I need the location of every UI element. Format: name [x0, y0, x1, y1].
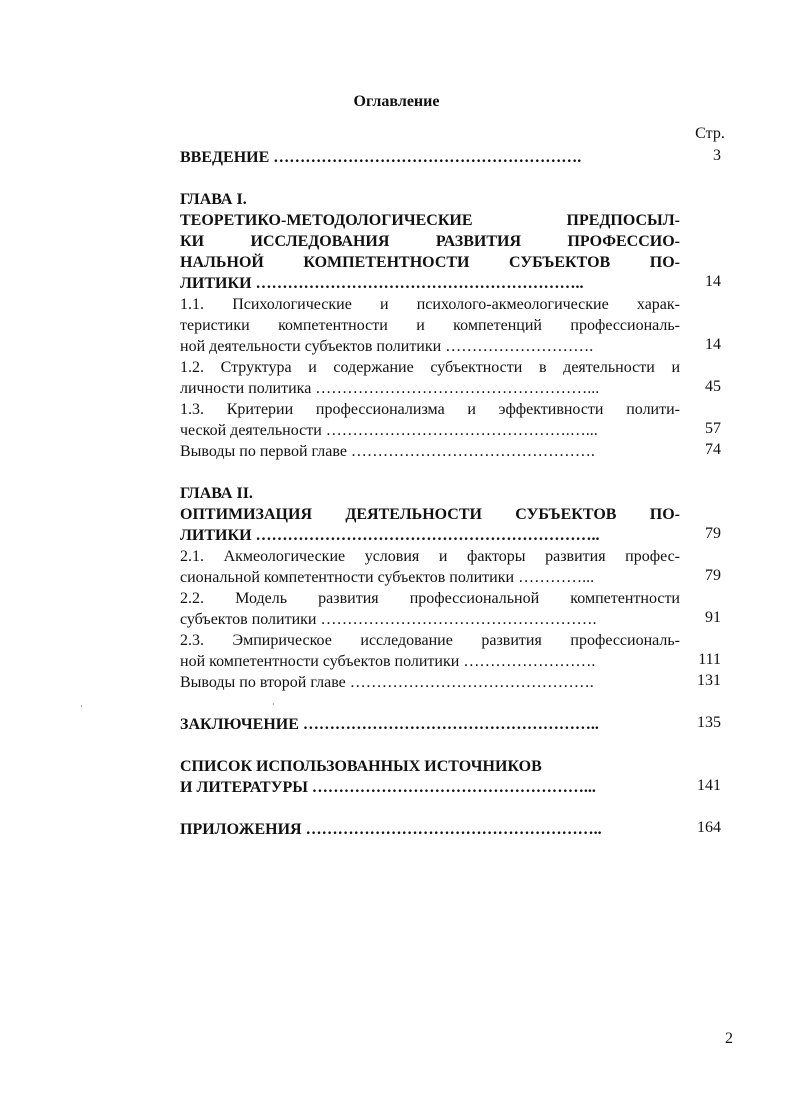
toc-line: 2.3. Эмпирическое исследование развития профессиональ-	[180, 632, 680, 649]
toc-line: 2.2. Модель развития профессиональной компетентности	[180, 590, 680, 607]
scan-speck: ·	[272, 700, 275, 709]
toc-line: теристики компетентности и компетенций профессиональ-	[180, 317, 680, 334]
toc-line: КИ ИССЛЕДОВАНИЯ РАЗВИТИЯ ПРОФЕССИО-	[180, 233, 680, 250]
toc-page-number: 135	[697, 714, 721, 731]
toc-entry-section-1-3[interactable]	[180, 399, 680, 441]
toc-line: Выводы по первой главе ……………………………………….	[180, 443, 595, 460]
toc-chapter-2-label	[180, 483, 680, 504]
toc-page-number: 45	[705, 378, 721, 395]
toc-page-number: 14	[705, 273, 721, 290]
toc-line: ПРИЛОЖЕНИЯ ………………………………………………..	[180, 821, 602, 838]
toc-line: И ЛИТЕРАТУРЫ ……………………………………………...	[180, 779, 596, 796]
toc-line: ОПТИМИЗАЦИЯ ДЕЯТЕЛЬНОСТИ СУБЪЕКТОВ ПО-	[180, 506, 680, 523]
toc-entry-conclusions-1[interactable]	[180, 441, 680, 462]
toc-entry-chapter-2[interactable]	[180, 504, 680, 546]
page-column-label: Стр.	[695, 125, 725, 142]
toc-line: ЗАКЛЮЧЕНИЕ ………………………………………………..	[180, 716, 599, 733]
toc-page-number: 3	[713, 147, 721, 164]
toc-line: Выводы по второй главе ……………………………………….	[180, 674, 594, 691]
toc-line: личности политика ……………………………………………...	[180, 380, 600, 397]
toc-page-number: 79	[705, 525, 721, 542]
toc-line: 1.2. Структура и содержание субъектности в деятельности и	[180, 359, 680, 376]
scan-speck: ·	[80, 702, 83, 711]
toc-line: ческой деятельности ……………………………………….…...	[180, 422, 598, 439]
toc-entry-conclusion[interactable]	[180, 714, 680, 735]
toc-line: ГЛАВА II.	[180, 485, 253, 502]
toc-entry-section-2-2[interactable]	[180, 588, 680, 630]
page-number: 2	[725, 1030, 733, 1047]
toc-entry-section-1-1[interactable]	[180, 294, 680, 357]
toc-line: 2.1. Акмеологические условия и факторы развития профес-	[180, 548, 680, 565]
toc-line: НАЛЬНОЙ КОМПЕТЕНТНОСТИ СУБЪЕКТОВ ПО-	[180, 254, 680, 271]
toc-page-number: 111	[698, 651, 721, 668]
toc-chapter-1-label	[180, 189, 680, 210]
toc-entry-references[interactable]	[180, 756, 680, 798]
toc-entry-section-2-1[interactable]	[180, 546, 680, 588]
toc-entry-conclusions-2[interactable]	[180, 672, 680, 693]
toc-line: сиональной компетентности субъектов политики …………...	[180, 569, 595, 586]
toc-line: ТЕОРЕТИКО-МЕТОДОЛОГИЧЕСКИЕ ПРЕДПОСЫЛ-	[180, 212, 680, 229]
toc-page-number: 91	[705, 609, 721, 626]
toc-page-number: 131	[697, 672, 721, 689]
toc-line: субъектов политики …………………………………………….	[180, 611, 597, 628]
toc-line: ной деятельности субъектов политики ……………………….	[180, 338, 594, 355]
toc-page-number: 74	[705, 441, 721, 458]
toc-page-number: 141	[697, 777, 721, 794]
toc-entry-appendices[interactable]	[180, 819, 680, 840]
page-title: Оглавление	[353, 93, 440, 110]
toc-entry-section-1-2[interactable]	[180, 357, 680, 399]
toc-line: ГЛАВА I.	[180, 191, 247, 208]
toc-entry-chapter-1[interactable]	[180, 210, 680, 294]
toc-entry-section-2-3[interactable]	[180, 630, 680, 672]
toc-line: СПИСОК ИСПОЛЬЗОВАННЫХ ИСТОЧНИКОВ	[180, 758, 542, 775]
toc-line: ВВЕДЕНИЕ ………………………………………………….	[180, 149, 582, 166]
toc-line: ной компетентности субъектов политики …………………….	[180, 653, 596, 670]
toc-line: ЛИТИКИ ……………………………………………………..	[180, 275, 584, 292]
toc-line: 1.1. Психологические и психолого-акмеологические харак-	[180, 296, 680, 313]
toc-entry-introduction[interactable]	[180, 147, 680, 168]
toc-line: ЛИТИКИ ………………………………………………………..	[180, 527, 600, 544]
toc-page-number: 164	[697, 819, 721, 836]
toc-line: 1.3. Критерии профессионализма и эффективности полити-	[180, 401, 680, 418]
toc-page-number: 14	[705, 336, 721, 353]
toc-page-number: 79	[705, 567, 721, 584]
toc-page-number: 57	[705, 420, 721, 437]
